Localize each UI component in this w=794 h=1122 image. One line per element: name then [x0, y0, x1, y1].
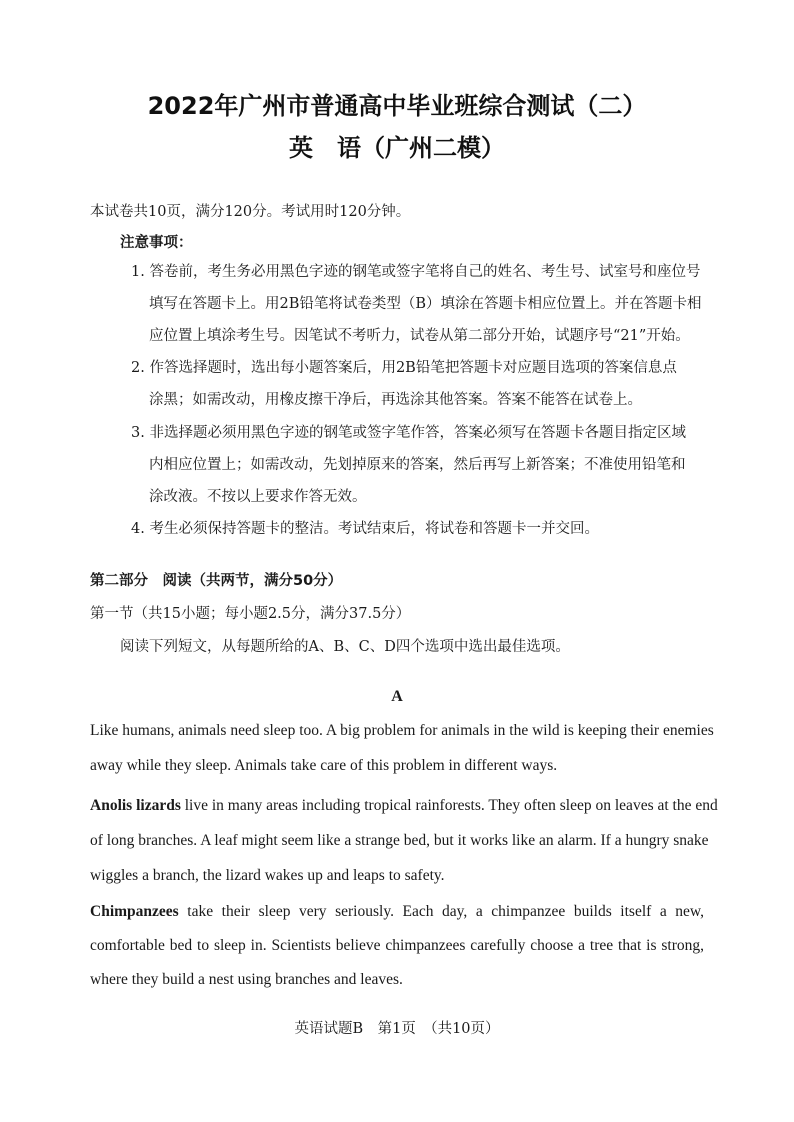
passage-p1-line-2: away while they sleep. Animals take care of this problem in different ways. — [90, 757, 558, 774]
passage-p3-line-1-text: take their sleep very seriously. Each day, a chimpanzee builds itself a new, — [178, 903, 704, 920]
section1-heading: 第一节（共15小题；每小题2.5分，满分37.5分） — [90, 606, 411, 622]
note-item-2-line-1: 2. 作答选择题时，选出每小题答案后，用2B铅笔把答题卡对应题目选项的答案信息点 — [131, 360, 677, 376]
exam-intro: 本试卷共10页，满分120分。考试用时120分钟。 — [90, 204, 411, 220]
term-chimpanzees: Chimpanzees — [90, 903, 179, 920]
passage-p3-line-3: where they build a nest using branches and leaves. — [90, 971, 403, 988]
exam-title: 2022年广州市普通高中毕业班综合测试（二） — [147, 92, 647, 120]
note-item-3-line-3: 涂改液。不按以上要求作答无效。 — [149, 489, 367, 505]
note-item-3-line-1: 3. 非选择题必须用黑色字迹的钢笔或签字笔作答，答案必须写在答题卡各题目指定区域 — [131, 425, 686, 441]
note-item-1-line-1: 1. 答卷前，考生务必用黑色字迹的钢笔或签字笔将自己的姓名、考生号、试室号和座位号 — [131, 264, 701, 280]
note-item-4-line-1: 4. 考生必须保持答题卡的整洁。考试结束后，将试卷和答题卡一并交回。 — [131, 521, 599, 537]
reading-instruction: 阅读下列短文，从每题所给的A、B、C、D四个选项中选出最佳选项。 — [120, 639, 570, 655]
exam-subject-title: 英 语（广州二模） — [289, 134, 505, 162]
note-item-2-line-2: 涂黑；如需改动，用橡皮擦干净后，再选涂其他答案。答案不能答在试卷上。 — [149, 392, 642, 408]
passage-p2-line-2: of long branches. A leaf might seem like a strange bed, but it works like an alarm. If a hungry snake — [90, 832, 709, 849]
note-item-3-line-2: 内相应位置上；如需改动，先划掉原来的答案，然后再写上新答案；不准使用铅笔和 — [149, 457, 686, 473]
term-anolis-lizards: Anolis lizards — [90, 797, 181, 814]
note-item-1-line-3: 应位置上填涂考生号。因笔试不考听力，试卷从第二部分开始，试题序号“21”开始。 — [149, 328, 690, 344]
notes-heading: 注意事项： — [120, 235, 193, 251]
passage-p3-line-1 — [90, 902, 704, 922]
passage-p2-line-1-text: live in many areas including tropical rainforests. They often sleep on leaves at the end — [180, 797, 718, 814]
passage-p1-line-1: Like humans, animals need sleep too. A big problem for animals in the wild is keeping their enemies — [90, 722, 714, 739]
page-footer: 英语试题B 第1页 （共10页） — [294, 1021, 500, 1037]
passage-p2-line-3: wiggles a branch, the lizard wakes up and leaps to safety. — [90, 867, 445, 884]
passage-letter: A — [391, 688, 403, 705]
passage-p2-line-1 — [90, 796, 718, 816]
note-item-1-line-2: 填写在答题卡上。用2B铅笔将试卷类型（B）填涂在答题卡相应位置上。并在答题卡相 — [149, 296, 702, 312]
passage-p3-line-2: comfortable bed to sleep in. Scientists believe chimpanzees carefully choose a tree that is strong, — [90, 937, 704, 954]
part2-heading: 第二部分 阅读（共两节，满分50分） — [90, 573, 343, 589]
